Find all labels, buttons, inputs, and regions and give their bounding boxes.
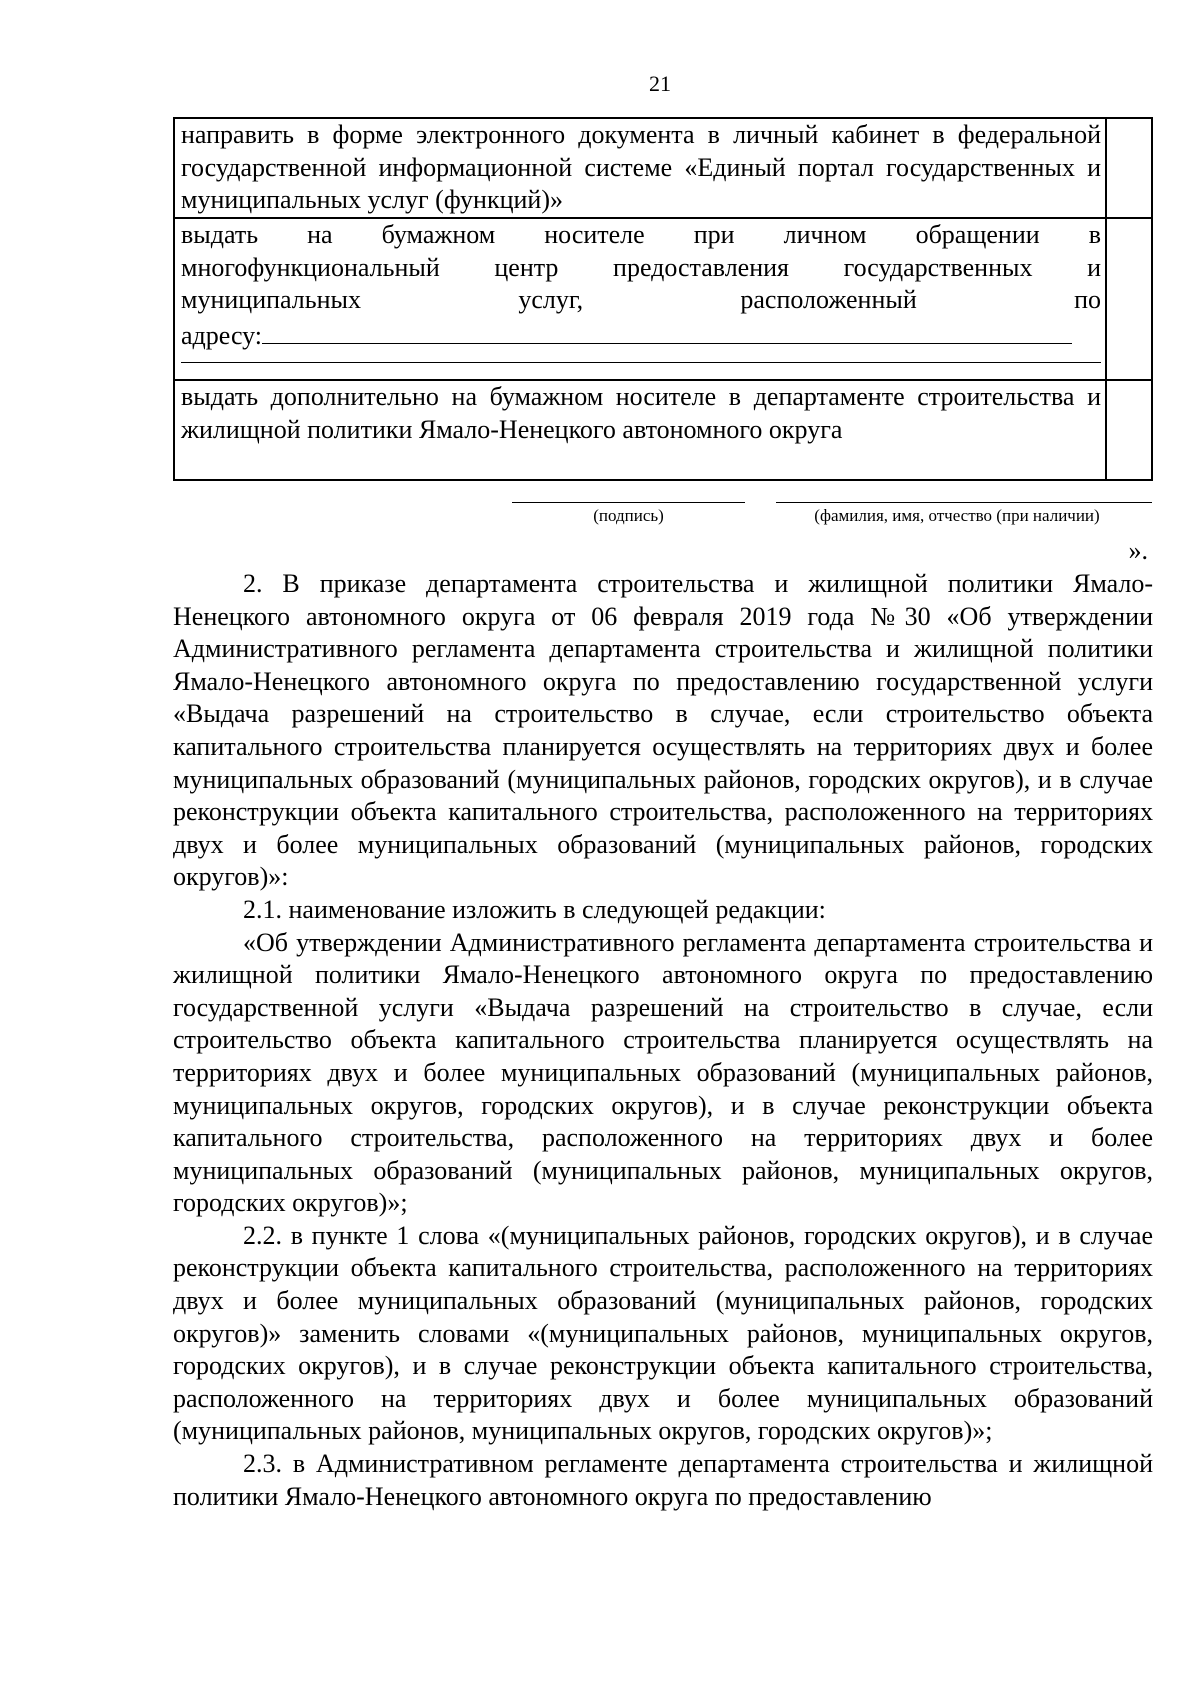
delivery-options-table	[173, 117, 1153, 481]
option-mfc-line-2: многофункциональный центр предоставления государственных и	[181, 252, 1101, 282]
paragraph-new-title: «Об утверждении Административного регламента департамента строительства и жилищной политики Ямало-Ненецкого автономного округа по предоставлению государственной услуги «Выдача разрешений на строительство в случае, если строительство объекта капитального строительства планируется осуществлять на территориях двух и более муниципальных образований (муниципальных районов, муниципальных округов, городских округов), и в случае реконструкции объекта капитального строительства, расположенного на территориях двух и более муниципальных образований (муниципальных районов, муниципальных округов, городских округов)»;	[173, 927, 1153, 1218]
option-mfc-checkbox[interactable]	[1106, 218, 1152, 380]
option-mfc-line-1: выдать на бумажном носителе при личном обращении в	[181, 220, 1101, 249]
paragraph-2: 2. В приказе департамента строительства и жилищной политики Ямало-Ненецкого автономного округа от 06 февраля 2019 года №30 «Об утверждении Административного регламента департамента строительства и жилищной политики Ямало-Ненецкого автономного округа по предоставлению государственной услуги «Выдача разрешений на строительство в случае, если строительство объекта капитального строительства планируется осуществлять на территориях двух и более муниципальных образований (муниципальных районов, городских округов), и в случае реконструкции объекта капитального строительства, расположенного на территориях двух и более муниципальных образований (муниципальных районов, городских округов)»:	[173, 569, 1153, 892]
paragraph-2-3: 2.3. в Административном регламенте департамента строительства и жилищной политики Ямало-Ненецкого автономного округа по предоставлению	[173, 1449, 1153, 1511]
option-mfc-cell	[174, 218, 1106, 380]
option-department-text: выдать дополнительно на бумажном носителе в департаменте строительства и жилищной политики Ямало-Ненецкого автономного округа	[174, 380, 1106, 480]
table-row	[174, 118, 1152, 218]
full-name-line[interactable]	[776, 502, 1152, 503]
table-row	[174, 218, 1152, 380]
address-field-continuation[interactable]	[181, 352, 1101, 363]
full-name-caption: (фамилия, имя, отчество (при наличии)	[814, 506, 1100, 525]
option-electronic-checkbox[interactable]	[1106, 118, 1152, 218]
paragraph-2-2: 2.2. в пункте 1 слова «(муниципальных районов, городских округов), и в случае реконструкции объекта капитального строительства, расположенного на территориях двух и более муниципальных образований (муниципальных районов, городских округов)» заменить словами «(муниципальных районов, муниципальных округов, городских округов), и в случае реконструкции объекта капитального строительства, расположенного на территориях двух и более муниципальных образований (муниципальных районов, муниципальных округов, городских округов)»;	[173, 1220, 1153, 1446]
paragraph-2-1: 2.1. наименование изложить в следующей редакции:	[243, 894, 826, 924]
document-body	[173, 568, 1153, 1513]
signature-caption: (подпись)	[593, 506, 664, 525]
option-mfc-line-3: муниципальных услуг, расположенный по	[181, 285, 1101, 314]
option-department-checkbox[interactable]	[1106, 380, 1152, 480]
closing-quote: ».	[1128, 536, 1148, 565]
page-number: 21	[649, 71, 671, 96]
signature-line[interactable]	[512, 502, 745, 503]
address-field[interactable]	[262, 317, 1072, 344]
address-label: адресу:	[181, 320, 263, 350]
option-electronic-text: направить в форме электронного документа в личный кабинет в федеральной государственной информационной системе «Единый портал государственных и муниципальных услуг (функций)»	[174, 118, 1106, 218]
table-row	[174, 380, 1152, 480]
address-line	[181, 317, 1101, 353]
